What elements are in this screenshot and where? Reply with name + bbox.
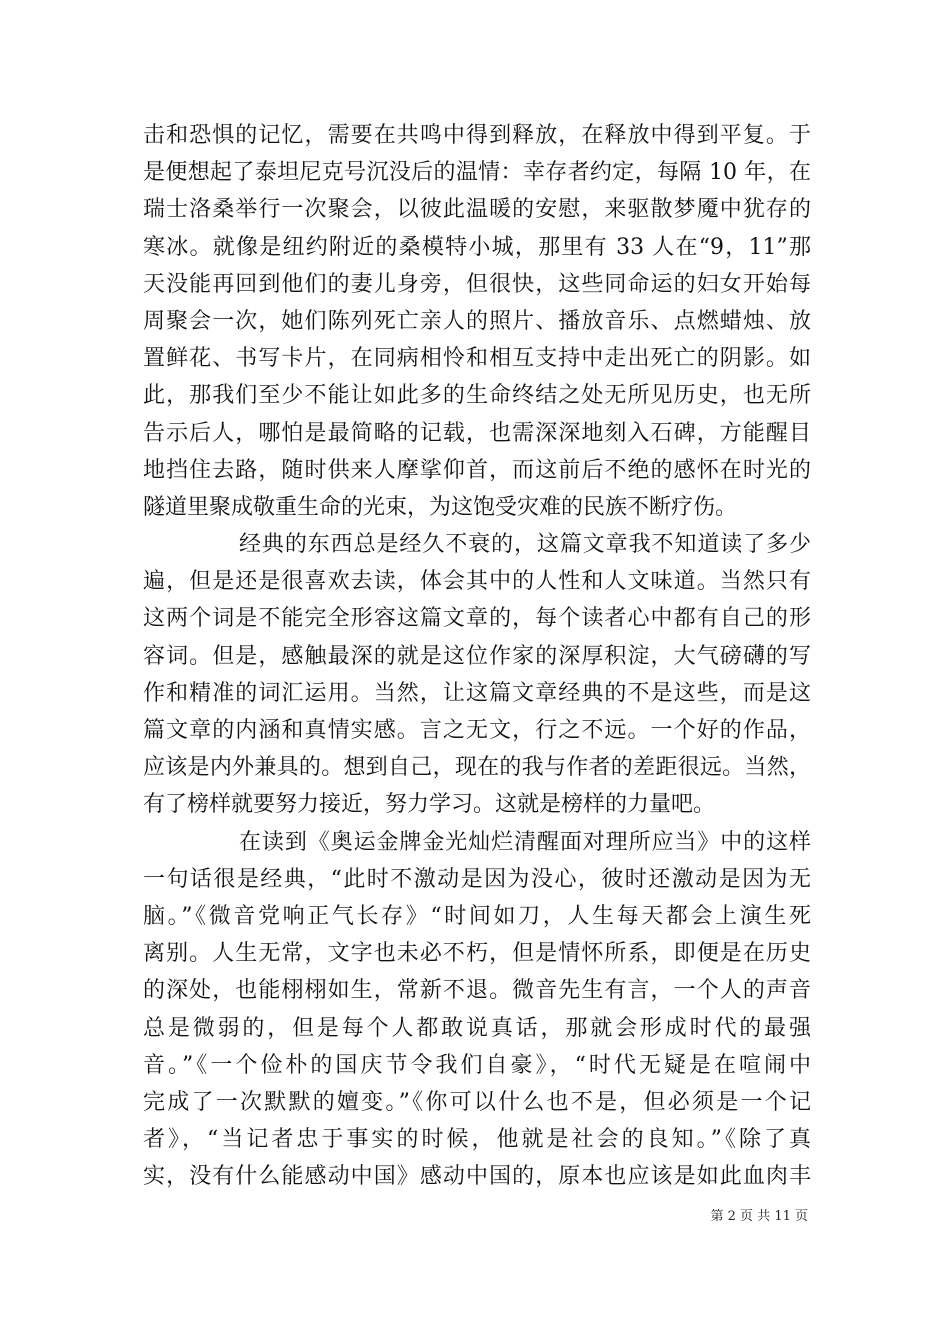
paragraph-end-line: 隧道里聚成敬重生命的光束，为这饱受灾难的民族不断疗伤。 (143, 494, 738, 520)
text-line: 告示后人，哪怕是最简略的记载，也需深深地刻入石碑，方能醒目 (143, 420, 811, 446)
text-line: 击和恐惧的记忆，需要在共鸣中得到释放，在释放中得到平复。于 (143, 123, 811, 148)
paragraph-first-line: 在读到《奥运金牌金光灿烂清醒面对理所应当》中的这样 (239, 829, 811, 855)
paragraph-end-line: 有了榜样就要努力接近，努力学习。这就是榜样的力量吧。 (143, 792, 716, 818)
text-line: 容词。但是，感触最深的就是这位作家的深厚积淀，大气磅礴的写 (143, 643, 811, 669)
text-line: 总是微弱的，但是每个人都敢说真话，那就会形成时代的最强 (143, 1015, 811, 1041)
text-line: 的深处，也能栩栩如生，常新不退。微音先生有言，一个人的声音 (143, 978, 811, 1004)
body-text (143, 117, 811, 1195)
text-line: 遍，但是还是很喜欢去读，体会其中的人性和人文味道。当然只有 (143, 569, 811, 595)
text-line: 作和精准的词汇运用。当然，让这篇文章经典的不是这些，而是这 (143, 680, 811, 706)
text-line: 置鲜花、书写卡片，在同病相怜和相互支持中走出死亡的阴影。如 (143, 346, 811, 372)
text-line: 寒冰。就像是纽约附近的桑模特小城，那里有 33 人在“9，11”那 (143, 234, 811, 260)
text-line: 完成了一次默默的嬗变。”《你可以什么也不是，但必须是一个记 (143, 1089, 811, 1115)
text-line: 脑。”《微音党响正气长存》“时间如刀，人生每天都会上演生死 (143, 903, 811, 929)
text-line: 应该是内外兼具的。想到自己，现在的我与作者的差距很远。当然， (143, 755, 811, 781)
text-line: 周聚会一次，她们陈列死亡亲人的照片、播放音乐、点燃蜡烛、放 (143, 308, 811, 334)
text-line: 天没能再回到他们的妻儿身旁，但很快，这些同命运的妇女开始每 (143, 271, 811, 297)
page-number-footer: 第 2 页 共 11 页 (710, 1209, 808, 1224)
text-line: 瑞士洛桑举行一次聚会，以彼此温暖的安慰，来驱散梦魇中犹存的 (143, 197, 811, 223)
text-line: 音。”《一个俭朴的国庆节令我们自豪》，“时代无疑是在喧闹中 (143, 1052, 811, 1078)
text-line: 地挡住去路，随时供来人摩挲仰首，而这前后不绝的感怀在时光的 (143, 457, 811, 483)
text-line: 篇文章的内涵和真情实感。言之无文，行之不远。一个好的作品， (143, 718, 811, 743)
text-line: 此，那我们至少不能让如此多的生命终结之处无所见历史，也无所 (143, 383, 811, 409)
text-line: 者》，“当记者忠于事实的时候，他就是社会的良知。”《除了真 (143, 1127, 811, 1153)
text-line: 实，没有什么能感动中国》感动中国的，原本也应该是如此血肉丰 (143, 1164, 811, 1190)
text-line: 是便想起了泰坦尼克号沉没后的温情：幸存者约定，每隔 10 年，在 (143, 160, 811, 186)
text-line: 这两个词是不能完全形容这篇文章的，每个读者心中都有自己的形 (143, 606, 811, 632)
text-line: 离别。人生无常，文字也未必不朽，但是情怀所系，即便是在历史 (143, 941, 811, 967)
text-line: 一句话很是经典，“此时不激动是因为没心，彼时还激动是因为无 (143, 866, 811, 892)
paragraph-first-line: 经典的东西总是经久不衰的，这篇文章我不知道读了多少 (239, 532, 811, 558)
